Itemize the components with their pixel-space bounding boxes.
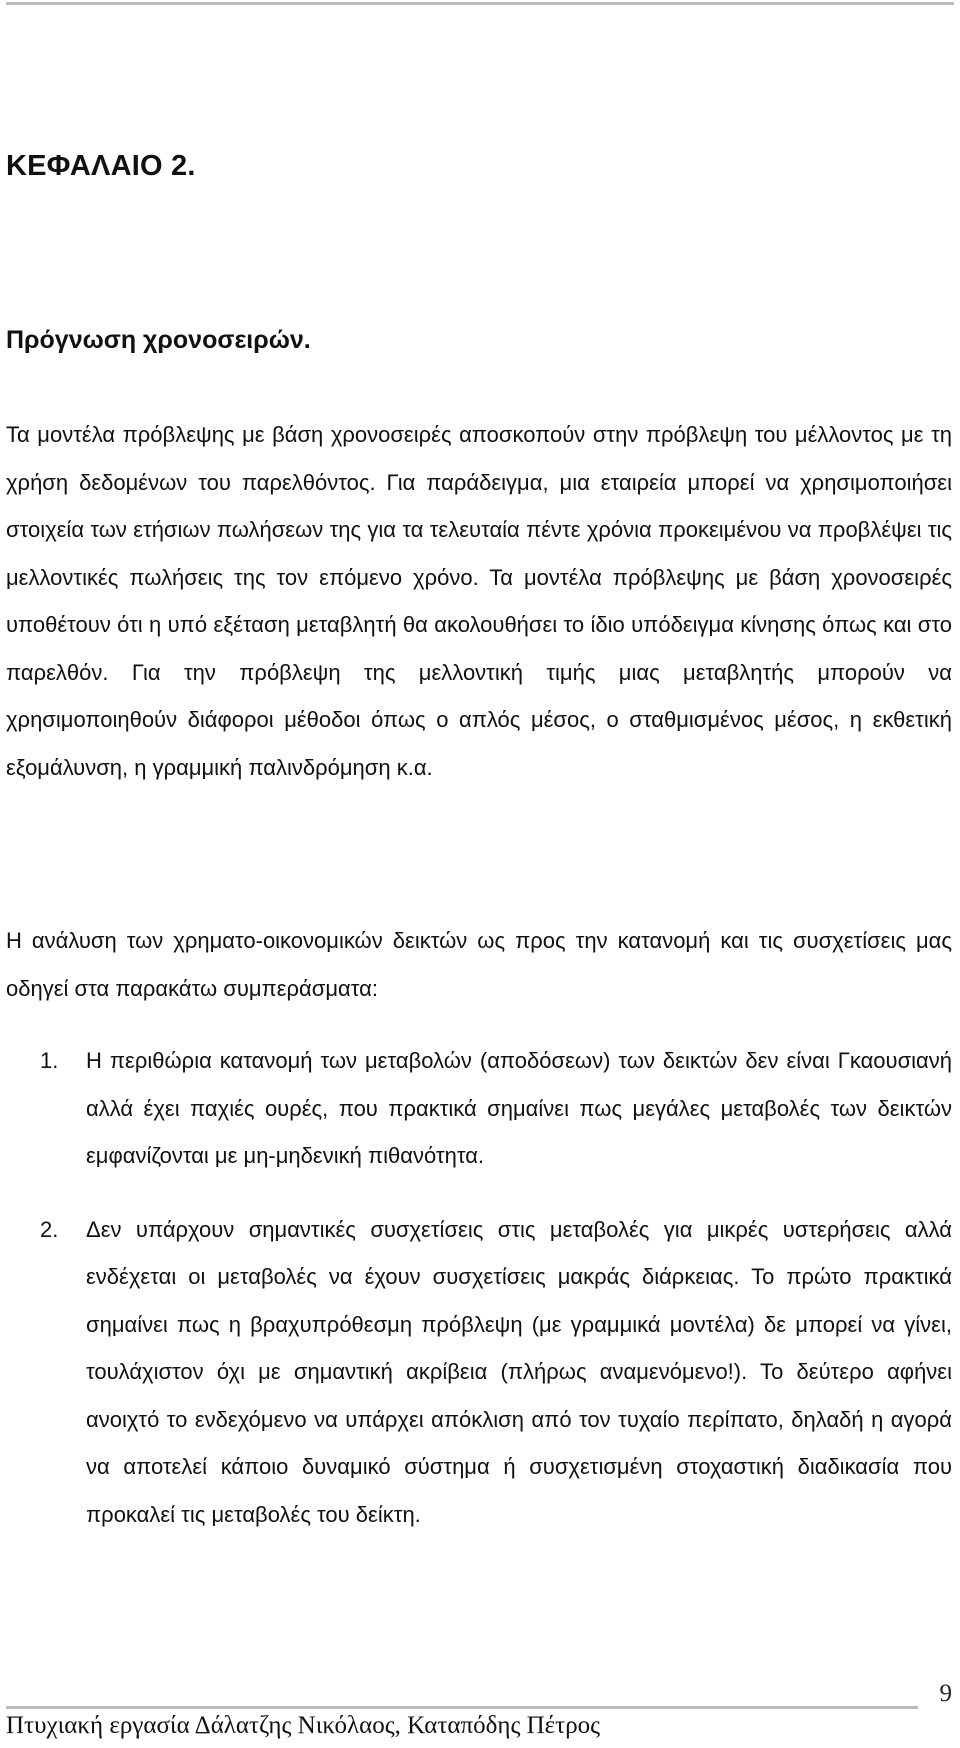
page-number: 9 [939,1680,952,1707]
section-title: Πρόγνωση χρονοσειρών. [6,326,311,354]
list-item-number: 1. [40,1048,59,1073]
chapter-title: ΚΕΦΑΛΑΙΟ 2. [6,150,196,182]
list-item [40,1037,952,1180]
list-item-number: 2. [40,1216,59,1242]
header-rule [6,2,954,5]
list-item-text: Η περιθώρια κατανομή των μεταβολών (αποδόσεων) των δεικτών δεν είναι Γκαουσιανή αλλά έχει παχιές ουρές, που πρακτικά σημαίνει πως μεγάλες μεταβολές των δεικτών εμφανίζονται με μη-μηδενική πιθανότητα. [86,1048,952,1168]
body-paragraph-1: Τα μοντέλα πρόβλεψης με βάση χρονοσειρές αποσκοπούν στην πρόβλεψη του μέλλοντος με τη χρήση δεδομένων του παρελθόντος. Για παράδειγμα, μια εταιρεία μπορεί να χρησιμοποιήσει στοιχεία των ετήσιων πωλήσεων της για τα τελευταία πέντε χρόνια προκειμένου να προβλέψει τις μελλοντικές πωλήσεις της τον επόμενο χρόνο. Τα μοντέλα πρόβλεψης με βάση χρονοσειρές υποθέτουν ότι η υπό εξέταση μεταβλητή θα ακολουθήσει το ίδιο υπόδειγμα κίνησης όπως και στο παρελθόν. Για την πρόβλεψη της μελλοντική τιμής μιας μεταβλητής μπορούν να χρησιμοποιηθούν διάφοροι μέθοδοι όπως ο απλός μέσος, ο σταθμισμένος μέσος, η εκθετική εξομάλυνση, η γραμμική παλινδρόμηση κ.α. [6,422,952,780]
list-item-text: Δεν υπάρχουν σημαντικές συσχετίσεις στις μεταβολές για μικρές υστερήσεις αλλά ενδέχεται οι μεταβολές να έχουν συσχετίσεις μακράς διάρκειας. Το πρώτο πρακτικά σημαίνει πως η βραχυπρόθεσμη πρόβλεψη (με γραμμικά μοντέλα) δε μπορεί να γίνει, τουλάχιστον όχι με σημαντική ακρίβεια (πλήρως αναμενόμενο!). Το δεύτερο αφήνει ανοιχτό το ενδεχόμενο να υπάρχει απόκλιση από τον τυχαίο περίπατο, δηλαδή η αγορά να αποτελεί κάποιο δυναμικό σύστημα ή συσχετισμένη στοχαστική διαδικασία που προκαλεί τις μεταβολές του δείκτη. [86,1216,952,1527]
body-paragraph-2: Η ανάλυση των χρηματο-οικονομικών δεικτών ως προς την κατανομή και τις συσχετίσεις μας οδηγεί στα παρακάτω συμπεράσματα: [6,928,952,1001]
footer-rule [6,1706,918,1709]
list-item [40,1206,952,1539]
conclusions-list [40,1037,952,1564]
footer-text: Πτυχιακή εργασία Δάλατζης Νικόλαος, Καταπόδης Πέτρος [6,1712,601,1739]
